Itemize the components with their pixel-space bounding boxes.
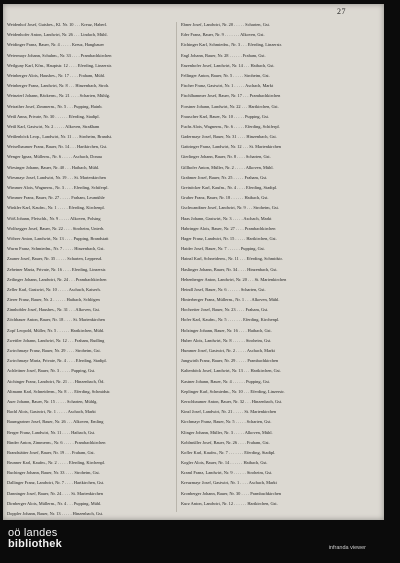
directory-entry: Weilguny Karl, Kfm., Hauptstr. 12 . . . . Eferding, Linzerstr. [7, 62, 112, 68]
directory-entry: Kreuzmayr Josef, Gastwirt, Nr. 1 . . . . Aschach, Markt [181, 480, 277, 486]
directory-entry: Hummer Josef, Gastwirt, Nr. 2 . . . . . Aschach, Markt [181, 348, 275, 353]
directory-entry: Zeilinger Johann, Landwirt, Nr. 24 . . . Prambachkirchen [7, 276, 107, 282]
directory-entry: Engl Johann, Bauer, Nr. 28 . . . . . . Fraham, Gst. [181, 52, 266, 58]
directory-entry: Kaltenböck Josef, Landwirt, Nr. 13 . . . Hartkirchen, Gst. [181, 368, 281, 374]
directory-entry: Zöchbauer Anton, Bauer, Nr. 18 . . . . St. Marienkirchen [7, 317, 105, 323]
directory-entry: Hofer Karl, Kaufm., Nr. 5 . . . . . . . Eferding, Kirchenpl. [181, 317, 280, 323]
directory-entry: Zwirchmayr Maria, Private, Nr. 4 . . . . Eferding, Stadtpl. [7, 358, 107, 364]
directory-entry: Kirchmayr Franz, Bauer, Nr. 5 . . . . . Scharten, Gst. [181, 419, 272, 425]
directory-entry: Hochreiter Josef, Bauer, Nr. 23 . . . . Fraham, Gst. [181, 307, 269, 313]
directory-entry: Doppler Johann, Bauer, Nr. 13 . . . . . Hinzenbach, Gst. [7, 511, 104, 516]
directory-entry: Hager Franz, Landwirt, Nr. 15 . . . . . Hartkirchen, Gst. [181, 235, 277, 241]
directory-entry: Haider Josef, Bauer, Nr. 7 . . . . . . Pupping, Gst. [181, 246, 265, 252]
directory-entry: Kraml Franz, Landwirt, Nr. 9 . . . . . . Stroheim, Gst. [181, 470, 273, 476]
directory-entry: Wurm Franz, Schmiedm., Nr. 7 . . . . . Hinzenbach, Gst. [7, 246, 105, 252]
directory-entry: Gierlinger Johann, Bauer, Nr. 8 . . . . Scharten, Gst. [181, 154, 271, 160]
directory-entry: Wimmer Franz, Bauer, Nr. 27 . . . . . Fraham, Leumühle [7, 195, 105, 201]
directory-entry: Klinger Johann, Müller, Nr. 3 . . . . . Alkoven, Mühl. [181, 429, 273, 435]
directory-entry: Greinöcker Karl, Kaufm., Nr. 4 . . . . Eferding, Stadtpl. [181, 185, 278, 190]
directory-entry: Achleitner Josef, Bauer, Nr. 3 . . . . . Pupping, Gst. [7, 368, 96, 374]
directory-entry: Zwettler Johann, Landwirt, Nr. 12 . . . Fraham, Rudling [7, 337, 105, 343]
directory-entry: Zeller Karl, Gastwirt, Nr. 10 . . . . . Aschach, Kaiserh. [7, 286, 101, 292]
left-column [7, 22, 173, 520]
directory-entry: Gattringer Franz, Landwirt, Nr. 12 . . . St. Marienkirchen [181, 144, 281, 150]
directory-entry: Fellinger Anton, Bauer, Nr. 5 . . . . . Stroheim, Gst. [181, 72, 270, 78]
directory-entry: Huber Alois, Landwirt, Nr. 8 . . . . . . Stroheim, Gst. [181, 337, 272, 343]
directory-entry: Wöß Johann, Fleischh., Nr. 9 . . . . . Alkoven, Polsing [7, 215, 101, 221]
directory-entry: Weixelbaumer Franz, Bauer, Nr. 14 . . . Hartkirchen, Gst. [7, 144, 108, 150]
directory-entry: Holzinger Johann, Bauer, Nr. 16 . . . . Haibach, Gst. [181, 327, 272, 333]
directory-entry: Wöhrer Anton, Landwirt, Nr. 13 . . . . Pupping, Brandstatt [7, 235, 109, 241]
directory-entry: Zwirchmayr Franz, Bauer, Nr. 29 . . . . Stroheim, Gst. [7, 348, 101, 353]
directory-entry: Brunner Karl, Kaufm., Nr. 2 . . . . . Eferding, Kirchenpl. [7, 460, 106, 466]
directory-entry: Haslinger Johann, Bauer, Nr. 34 . . . . Hinzenbach, Gst. [181, 266, 278, 272]
directory-entry: Fuchs Alois, Wagnerm., Nr. 6 . . . . . Eferding, Schiferpl. [181, 123, 280, 129]
document-page [3, 4, 384, 520]
directory-entry: Weidinger Franz, Bauer, Nr. 4 . . . . . Kreuz, Hangbauer [7, 42, 105, 48]
directory-entry: Weidenhofer Anton, Landwirt, Nr. 26 . . . Lindach, Mühl. [7, 32, 108, 38]
directory-entry: Zehetner Maria, Private, Nr. 16 . . . . Eferding, Linzerstr. [7, 266, 107, 272]
directory-entry: Zauner Josef, Bauer, Nr. 35 . . . . . Scharten, Leppersd. [7, 256, 103, 262]
directory-entry: Ebner Josef, Landwirt, Nr. 20 . . . . . Scharten, Gst. [181, 22, 270, 27]
directory-entry: Kofler Karl, Kaufm., Nr. 7 . . . . . . . Eferding, Stadtpl. [181, 449, 276, 455]
directory-entry: Hainzl Karl, Schneiderm., Nr. 11 . . . Eferding, Schmidstr. [181, 256, 283, 262]
directory-entry: Dallinger Franz, Landwirt, Nr. 7 . . . . Hartkirchen, Gst. [7, 480, 105, 486]
directory-entry: Weißenböck Leop., Landwirt, Nr. 11 . . . Stroheim, Brandst. [7, 134, 113, 140]
directory-entry: Aichinger Franz, Landwirt, Nr. 21 . . . Hinzenbach, Öd. [7, 378, 105, 384]
logo-line-2: bibliothek [8, 538, 62, 550]
page-number: 27 [337, 7, 346, 16]
directory-entry: Weinberger Alois, Hausbes., Nr. 17 . . . . Fraham, Mühl. [7, 72, 106, 78]
directory-entry: Weinberger Franz, Landwirt, Nr. 8 . . . Hinzenbach, Stroh. [7, 83, 110, 89]
directory-entry: Wenger Ignaz, Müllerm., Nr. 6 . . . . . Aschach, Donau [7, 154, 102, 160]
directory-entry: Enzenhofer Josef, Landwirt, Nr. 14 . . . Haibach, Gst. [181, 62, 275, 68]
directory-entry: Binder Anton, Zimmerm., Nr. 6 . . . . . Prambachkirchen [7, 439, 106, 445]
directory-entry: Danninger Josef, Bauer, Nr. 24 . . . . St. Marienkirchen [7, 490, 103, 496]
directory-entry: Baumgartner Josef, Bauer, Nr. 26 . . . Alkoven, Emling [7, 419, 104, 425]
directory-entry: Weiermayr Johann, Schuhm., Nr. 33 . . . . Prambachkirchen [7, 52, 112, 58]
directory-entry: Weinzierl Johann, Bäckerm., Nr. 21 . . . . Scharten, Mühlg. [7, 93, 111, 99]
directory-entry: Forstner Johann, Landwirt, Nr. 22 . . . Hartkirchen, Gst. [181, 103, 279, 109]
directory-entry: Wiesmayr Josef, Landwirt, Nr. 19 . . . St. Marienkirchen [7, 174, 106, 180]
directory-entry: Weiß Anna, Private, Nr. 30 . . . . . . Eferding, Stadtpl. [7, 113, 100, 119]
directory-entry: Kinzl Josef, Landwirt, Nr. 21 . . . . . St. Marienkirchen [181, 409, 277, 415]
directory-entry: Gillhofer Anton, Müller, Nr. 2 . . . . . Alkoven, Mühl. [181, 164, 274, 170]
directory-entry: Berger Franz, Landwirt, Nr. 11 . . . . Haibach, Gst. [7, 429, 96, 435]
directory-entry: Eichinger Karl, Schmiedm., Nr. 3 . . . Eferding, Linzerstr. [181, 42, 282, 48]
directory-entry: Kastner Johann, Bauer, Nr. 4 . . . . . . Pupping, Gst. [181, 378, 270, 384]
directory-entry: Eder Franz, Bauer, Nr. 9 . . . . . . . Alkoven, Gst. [181, 32, 265, 38]
column-divider [176, 22, 177, 512]
directory-entry: Zopf Leopold, Müller, Nr. 5 . . . . . . Hartkirchen, Mühl. [7, 327, 105, 333]
directory-entry: Jungwirth Franz, Bauer, Nr. 29 . . . . . Prambachkirchen [181, 358, 279, 364]
directory-entry: Wimmer Alois, Wagnerm., Nr. 3 . . . . Eferding, Schiferpl. [7, 185, 109, 190]
directory-entry: Kronberger Johann, Bauer, Nr. 30 . . . . Prambachkirchen [181, 490, 281, 496]
directory-entry: Bachl Alois, Gastwirt, Nr. 1 . . . . . Aschach, Markt [7, 409, 96, 415]
directory-entry: Gruber Franz, Bauer, Nr. 18 . . . . . . Haibach, Gst. [181, 195, 269, 201]
directory-entry: Zierer Franz, Bauer, Nr. 2 . . . . . . Haibach, Schlögen [7, 297, 100, 303]
directory-entry: Buchinger Johann, Bauer, Nr. 33 . . . . Stroheim, Gst. [7, 470, 100, 476]
viewer-credit: infranda viewer [328, 545, 366, 551]
directory-entry: Kurz Anton, Landwirt, Nr. 12 . . . . . . Hartkirchen, Gst. [181, 500, 278, 506]
directory-entry: Auer Johann, Bauer, Nr. 15 . . . . . Scharten, Mühlg. [7, 398, 98, 404]
directory-entry: Weidenhof Josef, Gutsbes., Kl. Nr. 10 . . . Kreuz, Haberl. [7, 22, 108, 27]
directory-entry: Kogler Alois, Bauer, Nr. 14 . . . . . . Haibach, Gst. [181, 460, 268, 466]
directory-entry: Hinterberger Franz, Müllerm., Nr. 1 . . . Alkoven, Mühl. [181, 297, 280, 303]
logo-line-1: oö landes [8, 527, 58, 539]
directory-entry: Brandstätter Josef, Bauer, Nr. 19 . . . Fraham, Gst. [7, 449, 95, 455]
directory-entry: Keplinger Karl, Schmiedm., Nr. 10 . . . Eferding, Linzerstr. [181, 388, 285, 394]
library-logo [8, 528, 62, 550]
directory-entry: Hehenberger Anton, Landwirt, Nr. 20 . . . St. Marienkirchen [181, 276, 287, 282]
directory-entry: Gadermayr Josef, Bauer, Nr. 31 . . . . Hinzenbach, Gst. [181, 134, 277, 140]
directory-entry: Grabmer Josef, Bauer, Nr. 25 . . . . . Fraham, Gst. [181, 174, 268, 180]
directory-entry: Habringer Alois, Bauer, Nr. 27 . . . . Prambachkirchen [181, 225, 276, 231]
directory-entry: Gschwandtner Josef, Landwirt, Nr. 9 . . . Stroheim, Gst. [181, 205, 279, 211]
directory-entry: Zinnhobler Josef, Hausbes., Nr. 31 . . . Alkoven, Gst. [7, 307, 100, 313]
directory-entry: Winkler Karl, Kaufm., Nr. 1 . . . . . Eferding, Kirchenpl. [7, 205, 105, 211]
right-column [181, 22, 347, 511]
directory-entry: Altmann Karl, Schneiderm., Nr. 8 . . . Eferding, Schmidstr. [7, 388, 111, 394]
directory-entry: Kerschbaumer Anton, Bauer, Nr. 32 . . . Hinzenbach, Gst. [181, 398, 283, 404]
directory-entry: Koblmüller Josef, Bauer, Nr. 26 . . . . Fraham, Gst. [181, 439, 270, 445]
directory-entry: Haas Johann, Gastwirt, Nr. 3 . . . . . Aschach, Markt [181, 215, 272, 221]
directory-entry: Heindl Josef, Bauer, Nr. 6 . . . . . . Scharten, Gst. [181, 286, 266, 292]
directory-entry: Wiesinger Johann, Bauer, Nr. 40 . . . Haibach, Mühl. [7, 164, 100, 170]
directory-entry: Weirather Josef, Zimmerm., Nr. 5 . . . Pupping, Hainb. [7, 103, 103, 109]
directory-entry: Wolfsegger Josef, Bauer, Nr. 22 . . . . Stroheim, Unterh. [7, 225, 105, 231]
directory-entry: Fischlhammer Josef, Bauer, Nr. 17 . . . Prambachkirchen [181, 93, 281, 99]
directory-entry: Weiß Karl, Gastwirt, Nr. 2 . . . . . Alkoven, Straßham [7, 123, 100, 129]
directory-entry: Frauscher Karl, Bauer, Nr. 10 . . . . . Pupping, Gst. [181, 113, 269, 119]
directory-entry: Fischer Franz, Gastwirt, Nr. 1 . . . . . Aschach, Markt [181, 83, 274, 89]
directory-entry: Dirnberger Alois, Müllerm., Nr. 4 . . . Pupping, Mühl. [7, 500, 102, 506]
